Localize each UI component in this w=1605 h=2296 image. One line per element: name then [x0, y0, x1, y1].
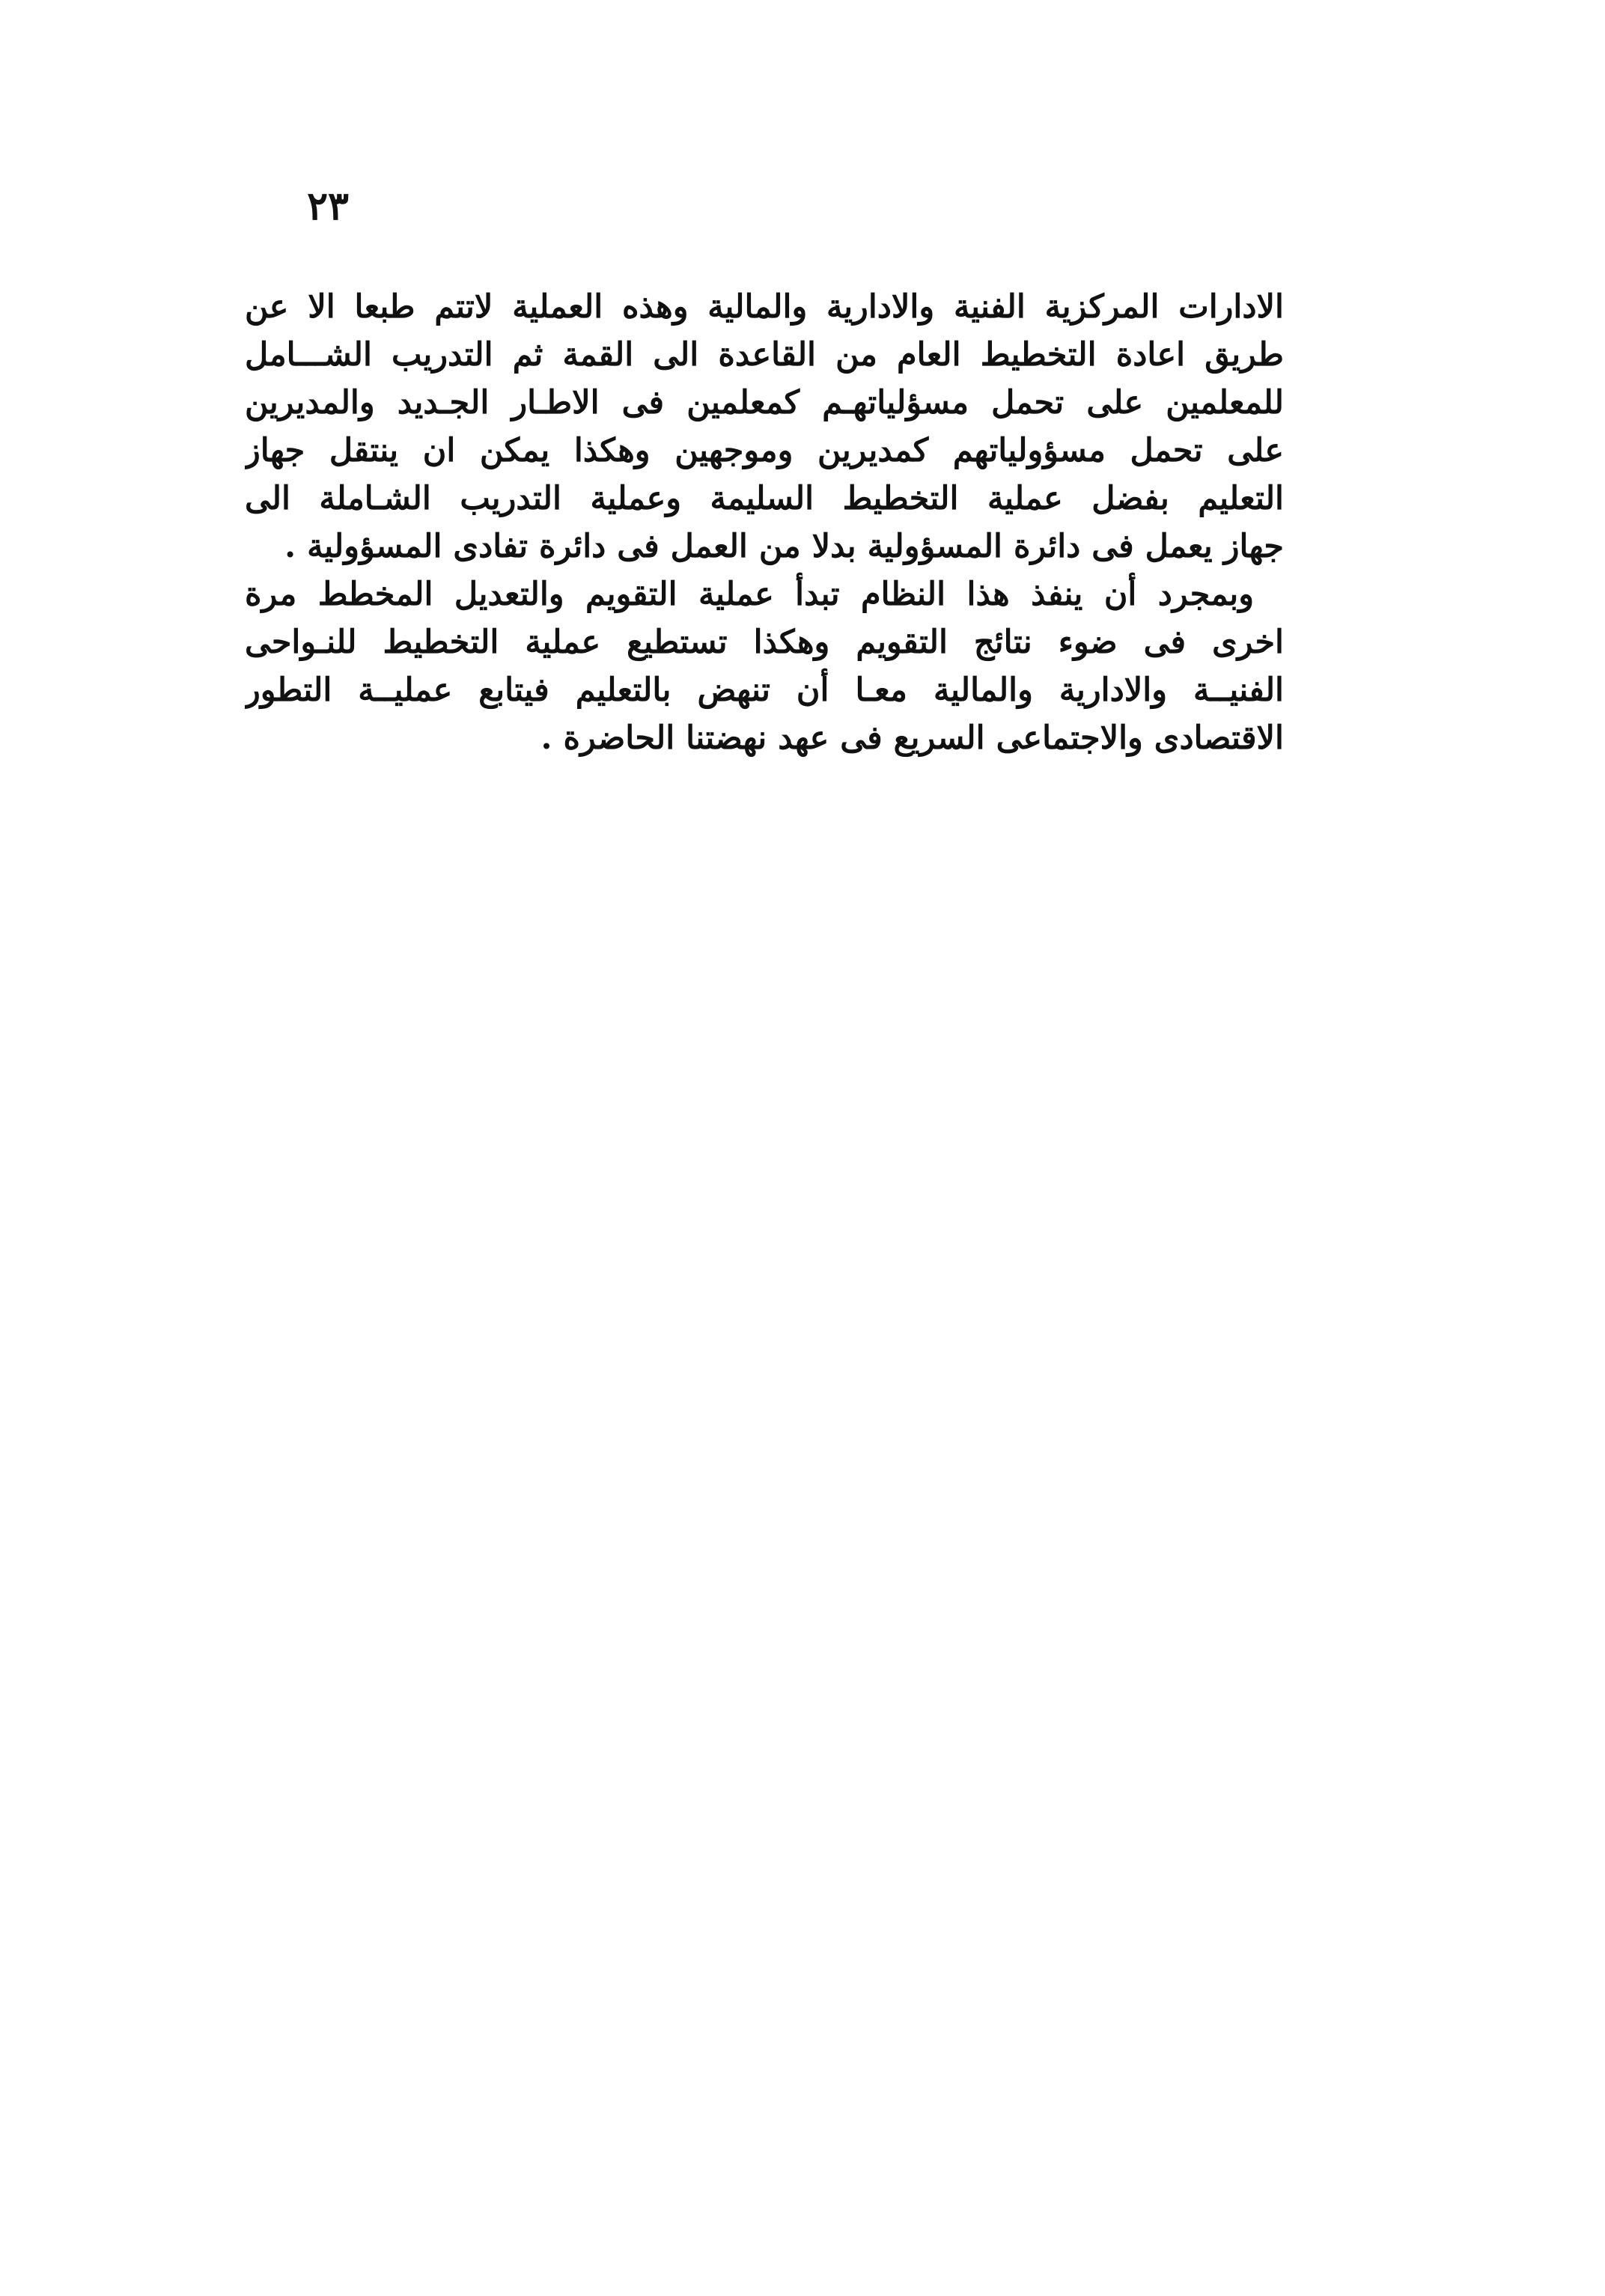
page-number: ٢٣ [307, 183, 349, 229]
paragraph-line: جهاز يعمل فى دائرة المسؤولية بدلا من العمل فى دائرة تفادى المسؤولية . [284, 528, 1284, 565]
paragraph-line: طريق اعادة التخطيط العام من القاعدة الى القمة ثم التدريب الشـــامل [245, 336, 1284, 374]
paragraph-1 [245, 283, 1284, 570]
paragraph-line: وبمجرد أن ينفذ هذا النظام تبدأ عملية التقويم والتعديل المخطط مرة [245, 576, 1254, 613]
paragraph-line: على تحمل مسؤولياتهم كمديرين وموجهين وهكذا يمكن ان ينتقل جهاز [245, 432, 1284, 469]
paragraph-line: للمعلمين على تحمل مسؤلياتهـم كمعلمين فى الاطـار الجـديد والمديرين [245, 384, 1284, 421]
paragraph-line: الاقتصادى والاجتماعى السريع فى عهد نهضتنا الحاضرة . [540, 719, 1284, 757]
paragraph-line: الادارات المركزية الفنية والادارية والمالية وهذه العملية لاتتم طبعا الا عن [245, 288, 1284, 326]
paragraph-line: التعليم بفضل عملية التخطيط السليمة وعملية التدريب الشـاملة الى [245, 480, 1284, 517]
paragraph-2 [245, 570, 1284, 762]
paragraph-line: الفنيــة والادارية والمالية معـا أن تنهض بالتعليم فيتابع عمليــة التطور [245, 672, 1284, 709]
paragraph-line: اخرى فى ضوء نتائج التقويم وهكذا تستطيع عملية التخطيط للنـواحى [245, 624, 1284, 661]
